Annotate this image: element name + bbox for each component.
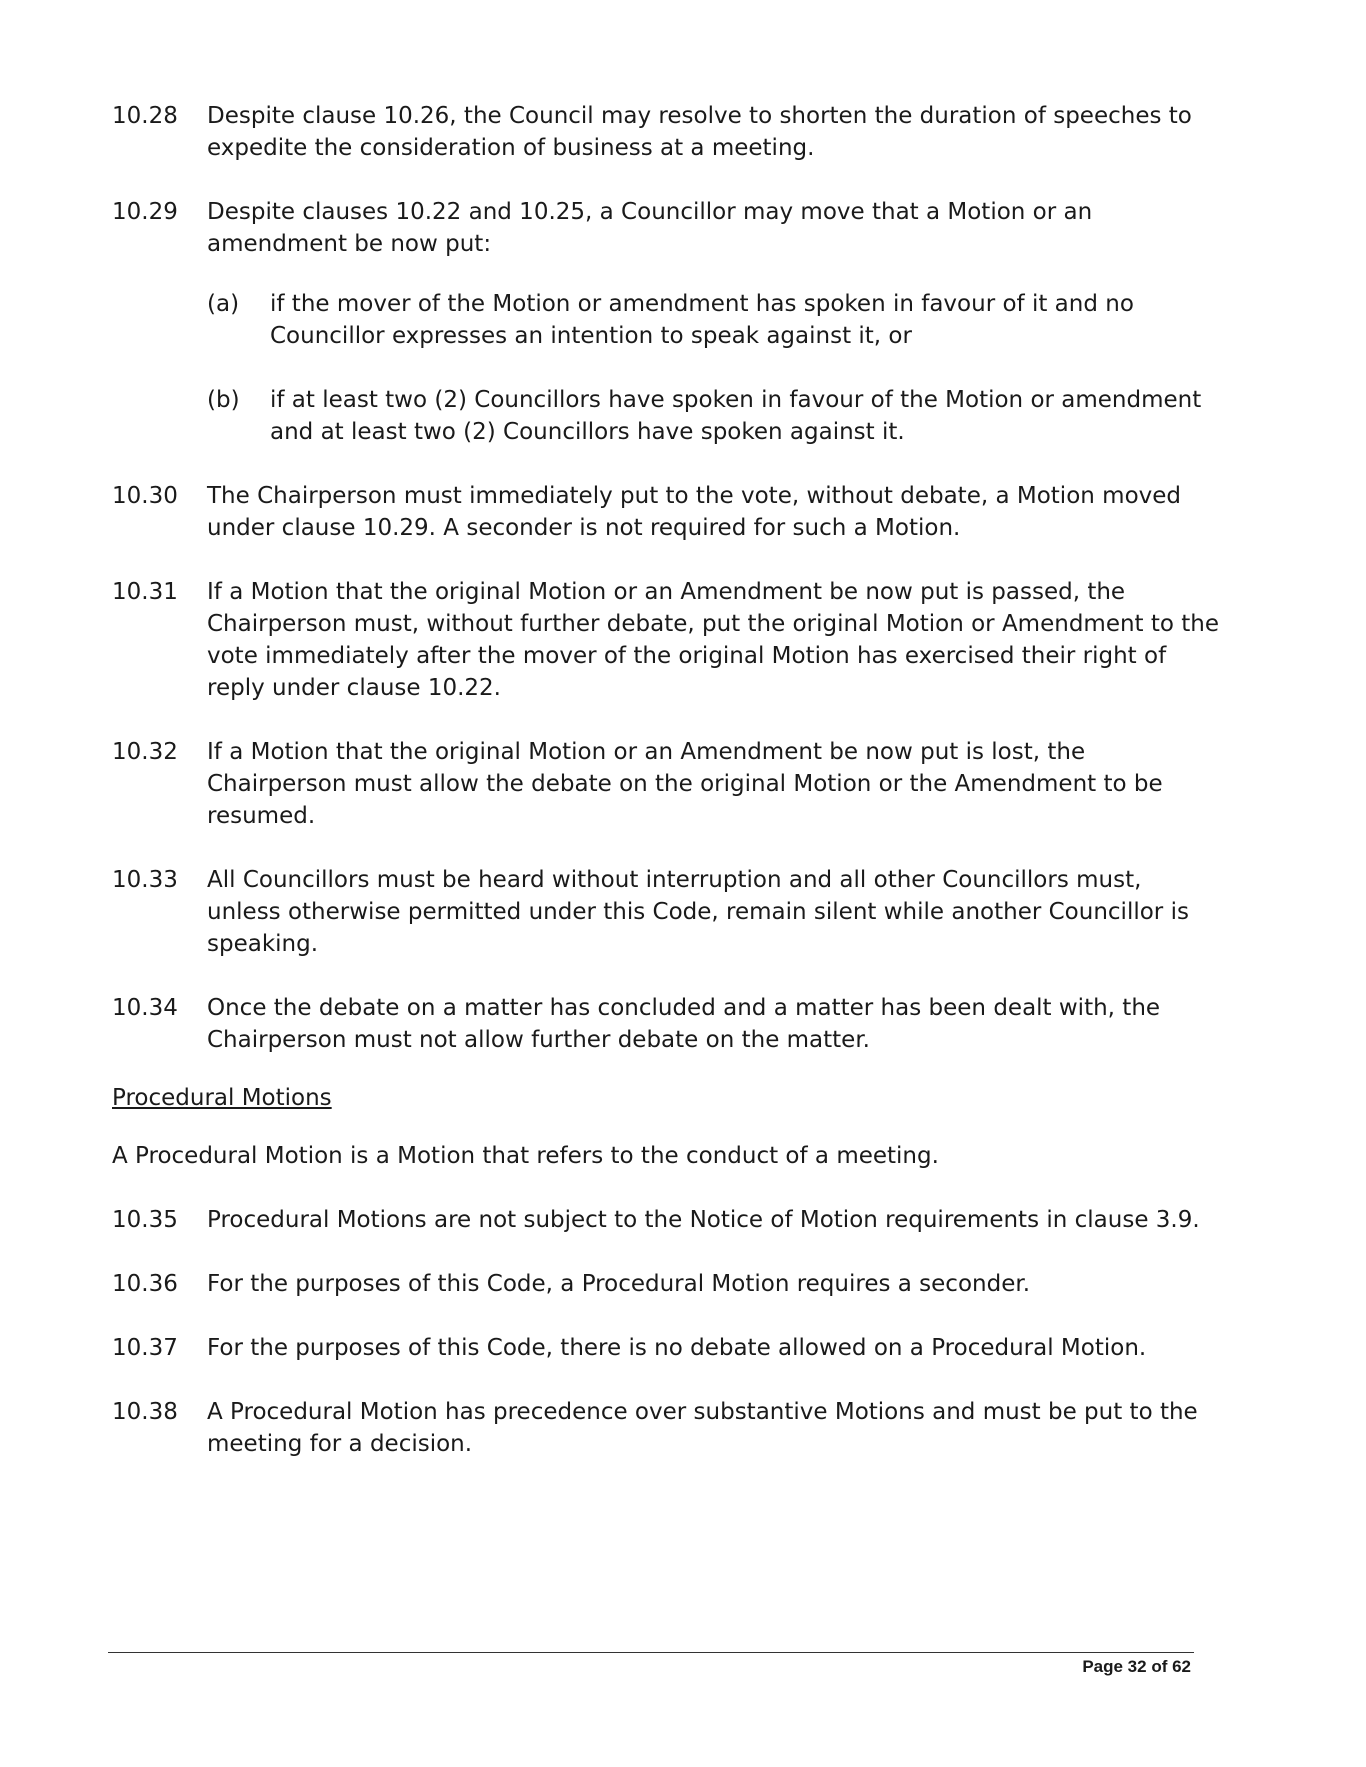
footer-divider bbox=[108, 1652, 1194, 1653]
clause-10-34 bbox=[112, 992, 1222, 1056]
clause-number: 10.29 bbox=[112, 199, 178, 225]
clause-text: For the purposes of this Code, there is no debate allowed on a Procedural Motion. bbox=[207, 1335, 1147, 1361]
section-heading: Procedural Motions bbox=[112, 1085, 332, 1111]
subitem-b bbox=[207, 384, 1222, 448]
clause-number: 10.34 bbox=[112, 995, 178, 1021]
clause-number: 10.35 bbox=[112, 1207, 178, 1233]
clause-10-37 bbox=[112, 1332, 1222, 1364]
clause-text: Despite clauses 10.22 and 10.25, a Councillor may move that a Motion or an amendment be now put: bbox=[207, 199, 1093, 257]
clause-10-32 bbox=[112, 736, 1222, 832]
clause-text: For the purposes of this Code, a Procedural Motion requires a seconder. bbox=[207, 1271, 1031, 1297]
section-intro: A Procedural Motion is a Motion that refers to the conduct of a meeting. bbox=[112, 1143, 939, 1169]
subitem-label: (b) bbox=[207, 387, 240, 413]
clause-10-36 bbox=[112, 1268, 1222, 1300]
clause-number: 10.33 bbox=[112, 867, 178, 893]
clause-10-28 bbox=[112, 100, 1222, 164]
clause-text: If a Motion that the original Motion or an Amendment be now put is passed, the Chairperson must, without further debate, put the original Motion or Amendment to the vote immediately after the mover of the original Motion has exercised their right of reply under clause 10.22. bbox=[207, 579, 1220, 701]
clause-number: 10.32 bbox=[112, 739, 178, 765]
subitem-text: if at least two (2) Councillors have spoken in favour of the Motion or amendment and at least two (2) Councillors have spoken against it. bbox=[270, 387, 1202, 445]
clause-text: The Chairperson must immediately put to the vote, without debate, a Motion moved under clause 10.29. A seconder is not required for such a Motion. bbox=[207, 483, 1181, 541]
subitem-label: (a) bbox=[207, 291, 240, 317]
clause-text: All Councillors must be heard without interruption and all other Councillors must, unless otherwise permitted under this Code, remain silent while another Councillor is speaking. bbox=[207, 867, 1189, 957]
clause-10-29 bbox=[112, 196, 1222, 260]
page-content bbox=[112, 100, 1222, 1492]
clause-10-31 bbox=[112, 576, 1222, 704]
clause-10-38 bbox=[112, 1396, 1222, 1460]
clause-10-35 bbox=[112, 1204, 1222, 1236]
clause-number: 10.36 bbox=[112, 1271, 178, 1297]
clause-number: 10.37 bbox=[112, 1335, 178, 1361]
clause-10-30 bbox=[112, 480, 1222, 544]
clause-text: If a Motion that the original Motion or an Amendment be now put is lost, the Chairperson must allow the debate on the original Motion or the Amendment to be resumed. bbox=[207, 739, 1163, 829]
page-number: Page 32 of 62 bbox=[1082, 1657, 1191, 1676]
clause-number: 10.31 bbox=[112, 579, 178, 605]
clause-number: 10.28 bbox=[112, 103, 178, 129]
subitem-text: if the mover of the Motion or amendment has spoken in favour of it and no Councillor expresses an intention to speak against it, or bbox=[270, 291, 1134, 349]
clause-text: Once the debate on a matter has concluded and a matter has been dealt with, the Chairperson must not allow further debate on the matter. bbox=[207, 995, 1161, 1053]
clause-number: 10.38 bbox=[112, 1399, 178, 1425]
clause-text: Despite clause 10.26, the Council may resolve to shorten the duration of speeches to expedite the consideration of business at a meeting. bbox=[207, 103, 1192, 161]
subitem-a bbox=[207, 288, 1222, 352]
clause-text: Procedural Motions are not subject to the Notice of Motion requirements in clause 3.9. bbox=[207, 1207, 1200, 1233]
clause-10-29-subitems bbox=[207, 288, 1222, 448]
clause-10-33 bbox=[112, 864, 1222, 960]
clause-number: 10.30 bbox=[112, 483, 178, 509]
clause-text: A Procedural Motion has precedence over substantive Motions and must be put to the meeting for a decision. bbox=[207, 1399, 1198, 1457]
